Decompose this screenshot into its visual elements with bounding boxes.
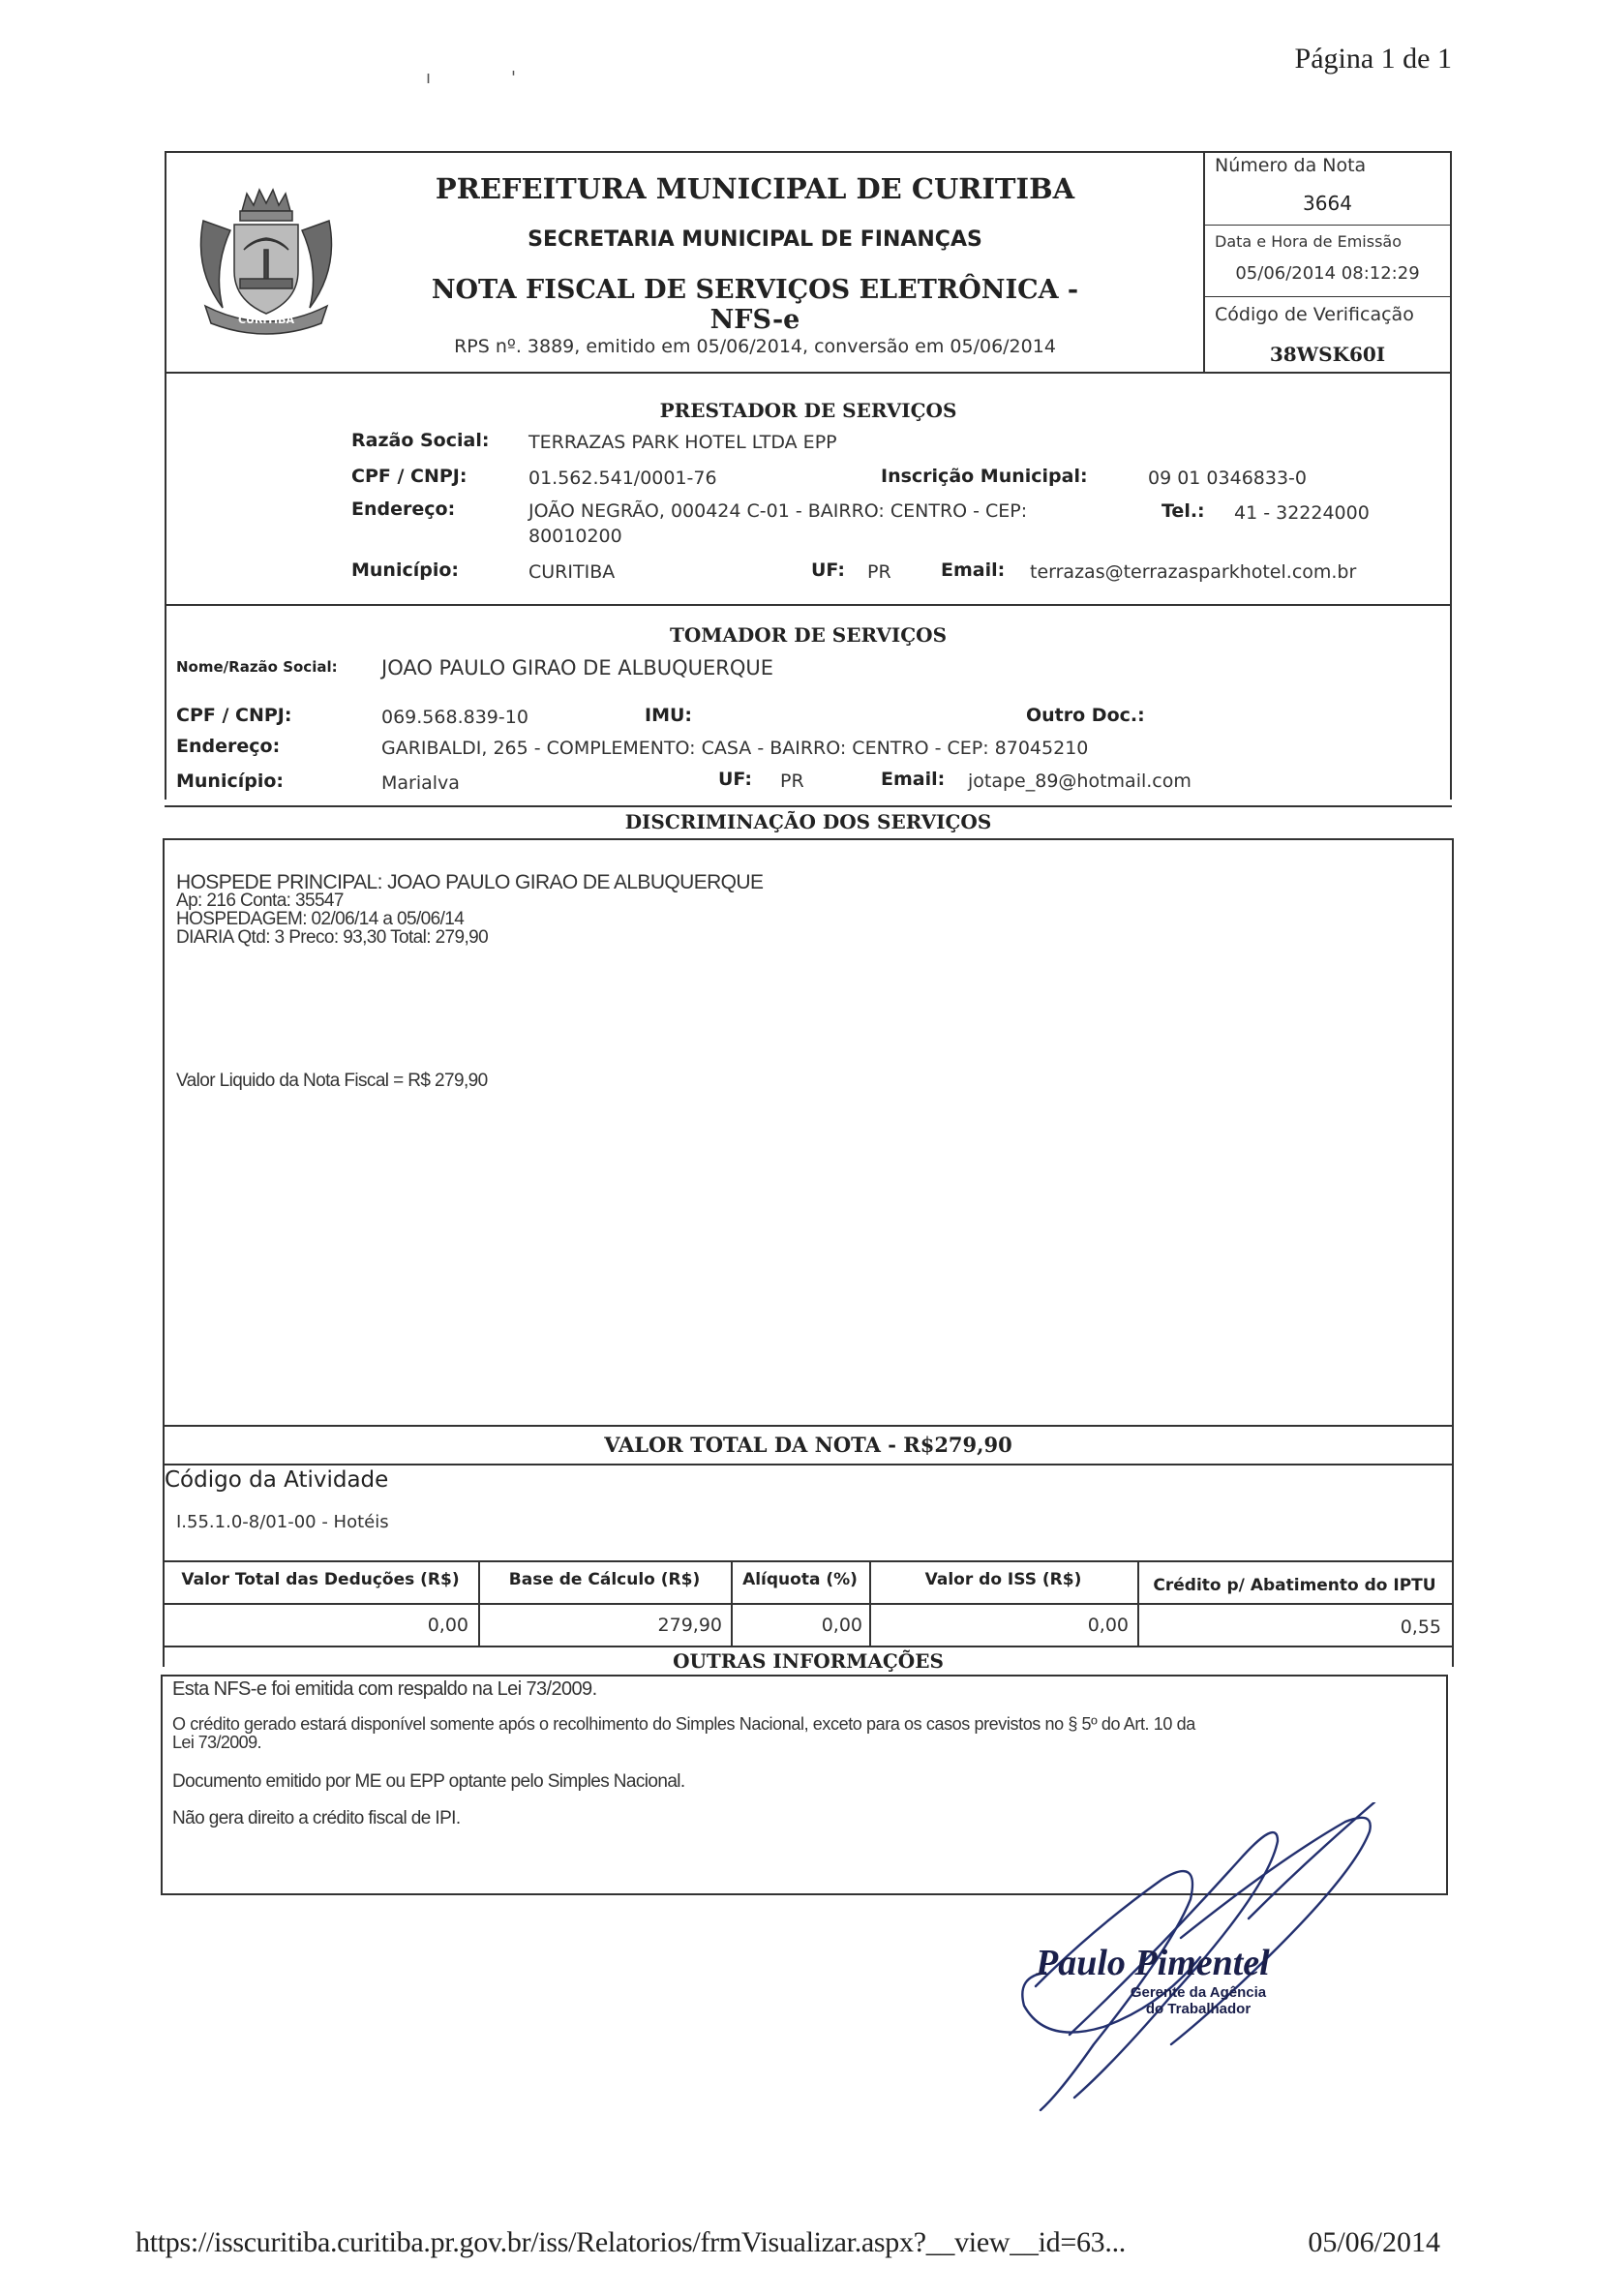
nome-value: JOAO PAULO GIRAO DE ALBUQUERQUE — [381, 656, 774, 680]
table-top-border — [163, 1560, 1454, 1562]
stamp-role-line1: Gerente da Agência — [1130, 1984, 1267, 2001]
nome-label: Nome/Razão Social: — [176, 658, 338, 676]
table-header: Valor do ISS (R$) — [924, 1570, 1082, 1589]
municipio-value: CURITIBA — [528, 561, 616, 583]
scan-mark: ' — [511, 68, 516, 88]
table-header: Crédito p/ Abatimento do IPTU — [1153, 1576, 1436, 1595]
section-divider — [163, 1646, 1454, 1647]
left-border — [163, 1464, 165, 1667]
table-cell: 0,00 — [821, 1615, 862, 1636]
discriminacao-title: DISCRIMINAÇÃO DOS SERVIÇOS — [624, 810, 992, 833]
table-cell: 0,55 — [1400, 1616, 1441, 1638]
meta-divider — [1203, 225, 1452, 226]
uf-label: UF: — [811, 559, 845, 581]
data-value: 05/06/2014 08:12:29 — [1235, 263, 1420, 284]
codigo-label: Código de Verificação — [1215, 304, 1414, 325]
atividade-label: Código da Atividade — [165, 1467, 389, 1493]
municipio-label: Município: — [176, 770, 285, 792]
uf-label: UF: — [718, 769, 752, 790]
valor-total: VALOR TOTAL DA NOTA - R$279,90 — [604, 1433, 1012, 1457]
email-value: jotape_89@hotmail.com — [968, 770, 1192, 792]
endereco-line2: 80010200 — [528, 526, 622, 547]
org-title: PREFEITURA MUNICIPAL DE CURITIBA — [435, 172, 1075, 205]
cpf-label: CPF / CNPJ: — [176, 705, 292, 726]
service-line: HOSPEDE PRINCIPAL: JOAO PAULO GIRAO DE ALBUQUERQUE — [176, 871, 764, 893]
dept-title: SECRETARIA MUNICIPAL DE FINANÇAS — [528, 227, 982, 252]
email-value: terrazas@terrazasparkhotel.com.br — [1030, 561, 1357, 583]
tel-value: 41 - 32224000 — [1234, 502, 1370, 524]
email-label: Email: — [941, 559, 1006, 581]
endereco-label: Endereço: — [351, 498, 456, 520]
table-header: Alíquota (%) — [742, 1570, 858, 1589]
rps-info: RPS nº. 3889, emitido em 05/06/2014, conversão em 05/06/2014 — [454, 336, 1056, 357]
codigo-value: 38WSK60I — [1269, 343, 1386, 366]
municipio-value: Marialva — [381, 772, 460, 794]
table-cell: 279,90 — [657, 1615, 722, 1636]
page-number: Página 1 de 1 — [1294, 43, 1452, 75]
service-line: Ap: 216 Conta: 35547 — [176, 891, 344, 911]
outras-title: OUTRAS INFORMAÇÕES — [673, 1649, 944, 1673]
endereco-value: GARIBALDI, 265 - COMPLEMENTO: CASA - BAIRRO: CENTRO - CEP: 87045210 — [381, 738, 1089, 759]
section-divider — [165, 805, 1452, 807]
outro-doc-label: Outro Doc.: — [1026, 705, 1145, 726]
table-cell: 0,00 — [427, 1615, 468, 1636]
uf-value: PR — [780, 770, 804, 792]
atividade-value: I.55.1.0-8/01-00 - Hotéis — [176, 1512, 389, 1532]
service-line: DIARIA Qtd: 3 Preco: 93,30 Total: 279,90 — [176, 927, 489, 948]
table-header: Base de Cálculo (R$) — [508, 1570, 701, 1589]
cpf-value: 069.568.839-10 — [381, 707, 528, 728]
footer-date: 05/06/2014 — [1308, 2226, 1440, 2258]
section-divider — [163, 1464, 1454, 1465]
stamp-name: Paulo Pimentel — [1036, 1943, 1270, 1983]
cnpj-label: CPF / CNPJ: — [351, 466, 468, 487]
footer-url: https://isscuritiba.curitiba.pr.gov.br/iss/Relatorios/frmVisualizar.aspx?__view__id=63... — [136, 2226, 1126, 2258]
stamp-role — [1101, 1984, 1295, 2017]
valor-liquido: Valor Liquido da Nota Fiscal = R$ 279,90 — [176, 1071, 488, 1091]
razao-label: Razão Social: — [351, 430, 490, 451]
service-line: HOSPEDAGEM: 02/06/14 a 05/06/14 — [176, 909, 465, 929]
document-title: NOTA FISCAL DE SERVIÇOS ELETRÔNICA - NFS-e — [431, 275, 1079, 335]
cnpj-value: 01.562.541/0001-76 — [528, 468, 717, 489]
outras-line: Esta NFS-e foi emitida com respaldo na Lei 73/2009. — [172, 1678, 597, 1700]
endereco-label: Endereço: — [176, 736, 281, 757]
data-label: Data e Hora de Emissão — [1215, 232, 1402, 251]
outras-line: Documento emitido por ME ou EPP optante pelo Simples Nacional. — [172, 1771, 685, 1792]
numero-label: Número da Nota — [1215, 155, 1367, 176]
table-cell: 0,00 — [1087, 1615, 1129, 1636]
numero-value: 3664 — [1303, 192, 1352, 215]
svg-text:CURITIBA: CURITIBA — [237, 314, 295, 326]
stamp-role-line2: do Trabalhador — [1145, 2001, 1252, 2017]
email-label: Email: — [881, 769, 946, 790]
outras-line: Não gera direito a crédito fiscal de IPI. — [172, 1808, 461, 1828]
table-mid-border — [163, 1603, 1454, 1605]
outras-line: Lei 73/2009. — [172, 1733, 261, 1752]
outras-line: O crédito gerado estará disponível somente após o recolhimento do Simples Nacional, exceto para os casos previstos no § 5º do Art. 10 da — [172, 1714, 1195, 1734]
table-header: Valor Total das Deduções (R$) — [181, 1570, 460, 1589]
inscricao-label: Inscrição Municipal: — [881, 466, 1088, 487]
inscricao-value: 09 01 0346833-0 — [1148, 468, 1307, 489]
uf-value: PR — [867, 561, 891, 583]
meta-divider — [1203, 296, 1452, 297]
municipio-label: Município: — [351, 559, 460, 581]
right-border — [1452, 1464, 1454, 1667]
razao-value: TERRAZAS PARK HOTEL LTDA EPP — [528, 432, 837, 453]
header-divider — [1203, 151, 1205, 374]
scan-mark: ı — [426, 68, 432, 88]
city-crest-logo — [194, 182, 339, 337]
tomador-title: TOMADOR DE SERVIÇOS — [669, 623, 948, 647]
tel-label: Tel.: — [1162, 500, 1205, 522]
endereco-line1: JOÃO NEGRÃO, 000424 C-01 - BAIRRO: CENTRO - CEP: — [528, 500, 1028, 522]
imu-label: IMU: — [645, 705, 693, 726]
prestador-title: PRESTADOR DE SERVIÇOS — [659, 399, 957, 422]
